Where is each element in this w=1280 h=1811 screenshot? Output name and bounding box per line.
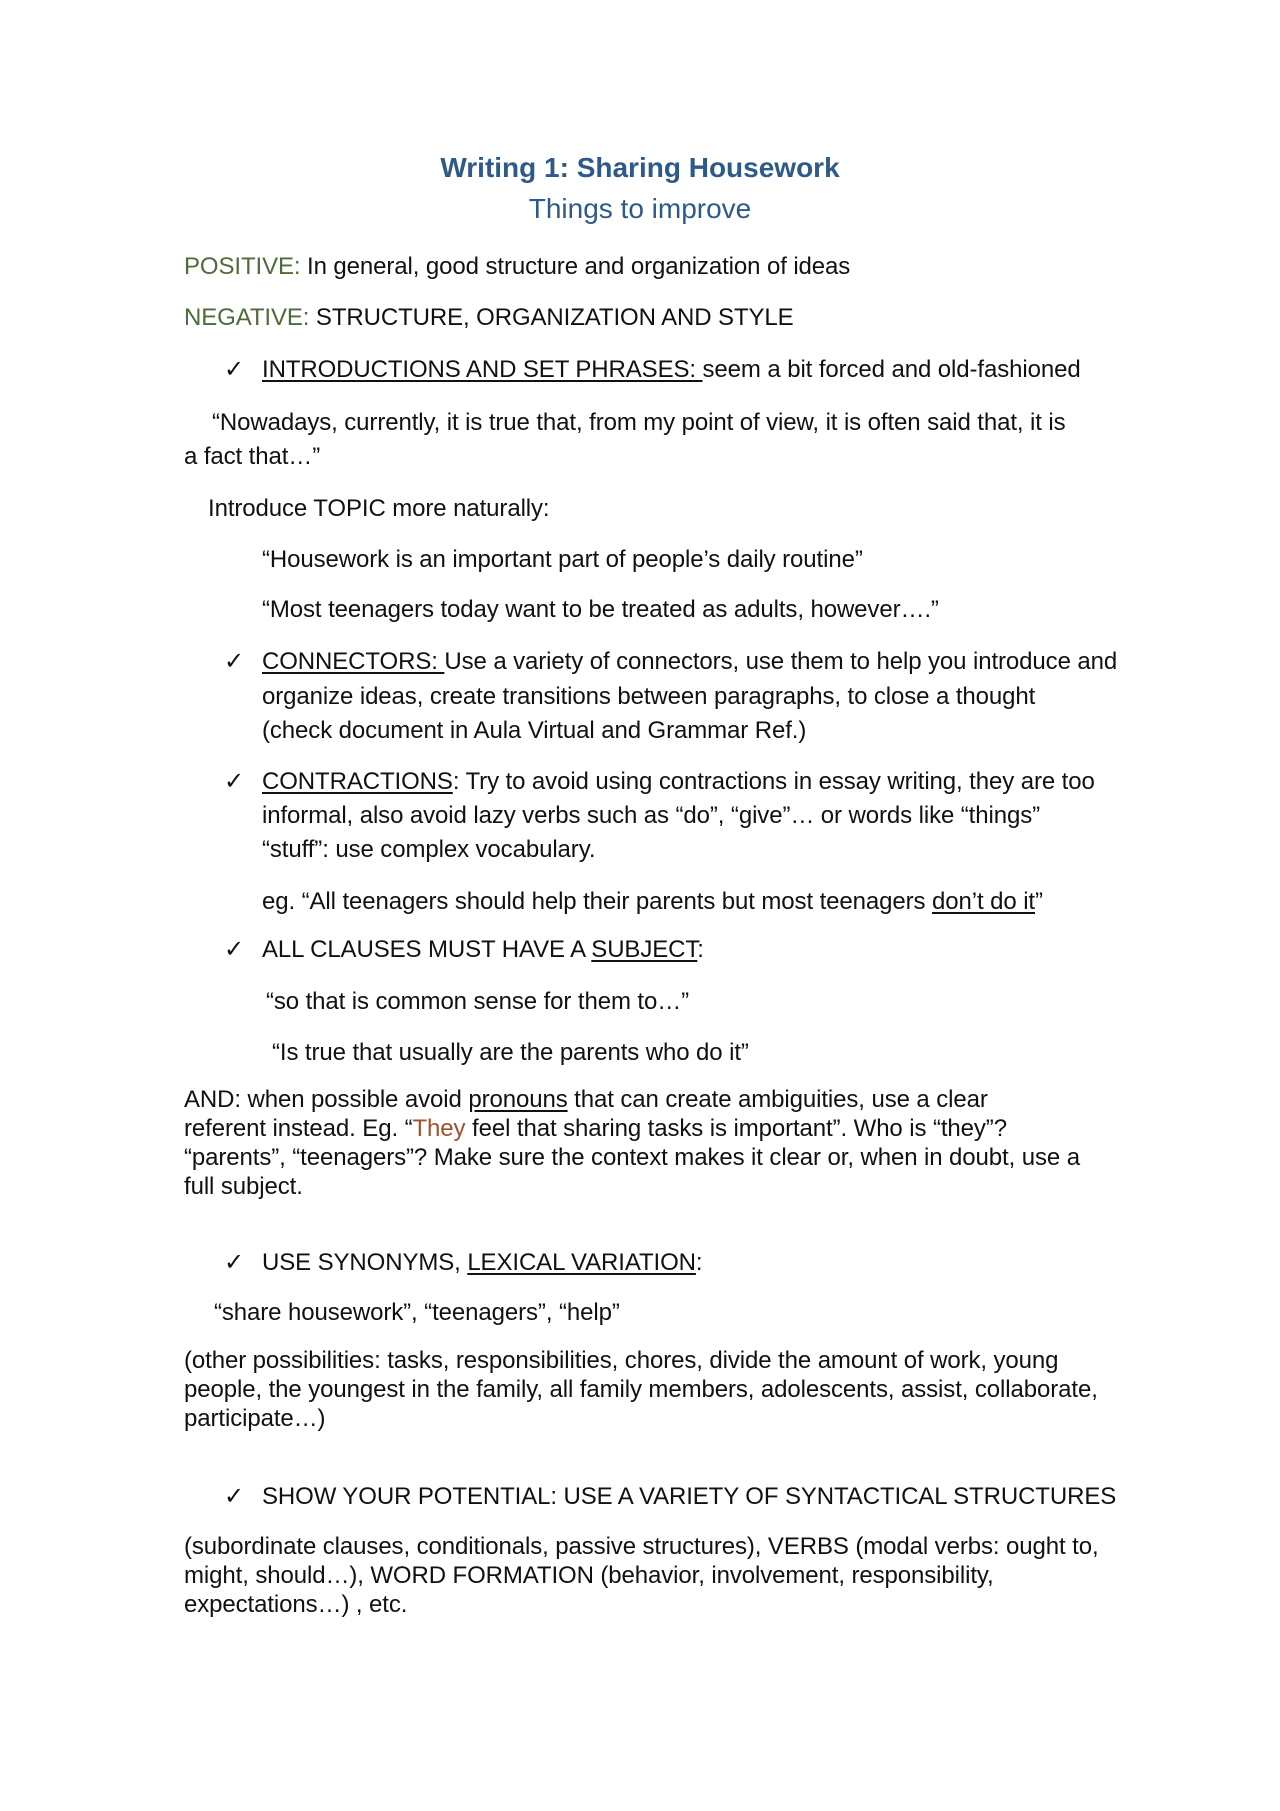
subject-example2: “Is true that usually are the parents who do it”: [272, 1039, 749, 1066]
negative-text: STRUCTURE, ORGANIZATION AND STYLE: [309, 304, 794, 331]
subject-heading-underlined: SUBJECT: [591, 936, 698, 963]
check-icon: ✓: [224, 768, 245, 795]
synonyms-heading-post: :: [695, 1249, 703, 1276]
contractions-example-post: ”: [1035, 888, 1043, 915]
subject-heading-pre: ALL CLAUSES MUST HAVE A: [262, 936, 592, 963]
check-icon: ✓: [224, 936, 245, 963]
and-line2: [184, 1114, 1007, 1143]
introductions-text: seem a bit forced and old-fashioned: [702, 356, 1081, 383]
introduce-topic-line: Introduce TOPIC more naturally:: [208, 495, 550, 522]
page-title: Writing 1: Sharing Housework: [440, 152, 840, 183]
and-line1-pre: AND: when possible avoid: [184, 1086, 469, 1113]
synonyms-heading-underlined: LEXICAL VARIATION: [467, 1249, 696, 1276]
positive-line: [184, 250, 850, 284]
synonyms-words: “share housework”, “teenagers”, “help”: [214, 1299, 620, 1326]
negative-label: NEGATIVE:: [184, 304, 310, 331]
and-line2-post: feel that sharing tasks is important”. Who is “they”?: [465, 1115, 1007, 1142]
potential-heading: SHOW YOUR POTENTIAL: USE A VARIETY OF SYNTACTICAL STRUCTURES: [262, 1483, 1117, 1510]
and-line2-pre: referent instead. Eg. “: [184, 1115, 413, 1142]
connectors-heading: CONNECTORS:: [262, 648, 445, 675]
page-subtitle: Things to improve: [528, 193, 752, 224]
introductions-item: [262, 353, 1081, 387]
synonyms-heading-pre: USE SYNONYMS,: [262, 1249, 468, 1276]
contractions-line3: “stuff”: use complex vocabulary.: [262, 836, 596, 863]
contractions-line2: informal, also avoid lazy verbs such as “do”, “give”… or words like “things”: [262, 802, 1041, 829]
potential-line3: expectations…) , etc.: [184, 1591, 408, 1618]
connectors-text: Use a variety of connectors, use them to help you introduce and: [444, 648, 1118, 675]
check-icon: ✓: [224, 1483, 245, 1510]
synonyms-line1: (other possibilities: tasks, responsibilities, chores, divide the amount of work, young: [184, 1347, 1059, 1374]
introductions-quote-line2: a fact that…”: [184, 443, 321, 470]
they-highlight: They: [412, 1115, 466, 1142]
synonyms-heading-line: [262, 1246, 702, 1280]
contractions-example: [262, 885, 1043, 919]
pronouns-underlined: pronouns: [468, 1086, 568, 1113]
contractions-text: : Try to avoid using contractions in essay writing, they are too: [452, 768, 1095, 795]
connectors-line1: [262, 645, 1117, 679]
contractions-example-pre: eg. “All teenagers should help their parents but most teenagers: [262, 888, 933, 915]
contractions-heading: CONTRACTIONS: [262, 768, 453, 795]
potential-line1: (subordinate clauses, conditionals, passive structures), VERBS (modal verbs: ought to,: [184, 1533, 1099, 1560]
check-icon: ✓: [224, 356, 245, 383]
check-icon: ✓: [224, 1249, 245, 1276]
introductions-example1: “Housework is an important part of people’s daily routine”: [262, 546, 863, 573]
connectors-line3: (check document in Aula Virtual and Grammar Ref.): [262, 717, 807, 744]
connectors-line2: organize ideas, create transitions between paragraphs, to close a thought: [262, 683, 1036, 710]
introductions-example2: “Most teenagers today want to be treated as adults, however….”: [262, 596, 939, 623]
contractions-example-underlined: don’t do it: [932, 888, 1035, 915]
subject-heading-line: [262, 933, 704, 967]
and-line1-post: that can create ambiguities, use a clear: [567, 1086, 988, 1113]
contractions-line1: [262, 765, 1095, 799]
and-line1: [184, 1085, 988, 1114]
introductions-heading: INTRODUCTIONS AND SET PHRASES:: [262, 356, 703, 383]
positive-text: In general, good structure and organization of ideas: [300, 253, 851, 280]
subject-heading-post: :: [697, 936, 704, 963]
positive-label: POSITIVE:: [184, 253, 301, 280]
introductions-quote-line1: “Nowadays, currently, it is true that, from my point of view, it is often said that, it is: [212, 409, 1066, 436]
negative-line: [184, 301, 794, 335]
potential-line2: might, should…), WORD FORMATION (behavior, involvement, responsibility,: [184, 1562, 994, 1589]
and-line3: “parents”, “teenagers”? Make sure the context makes it clear or, when in doubt, use a: [184, 1144, 1080, 1171]
check-icon: ✓: [224, 648, 245, 675]
synonyms-line2: people, the youngest in the family, all family members, adolescents, assist, collaborate,: [184, 1376, 1098, 1403]
and-line4: full subject.: [184, 1173, 303, 1200]
subject-example1: “so that is common sense for them to…”: [266, 988, 690, 1015]
synonyms-line3: participate…): [184, 1405, 326, 1432]
